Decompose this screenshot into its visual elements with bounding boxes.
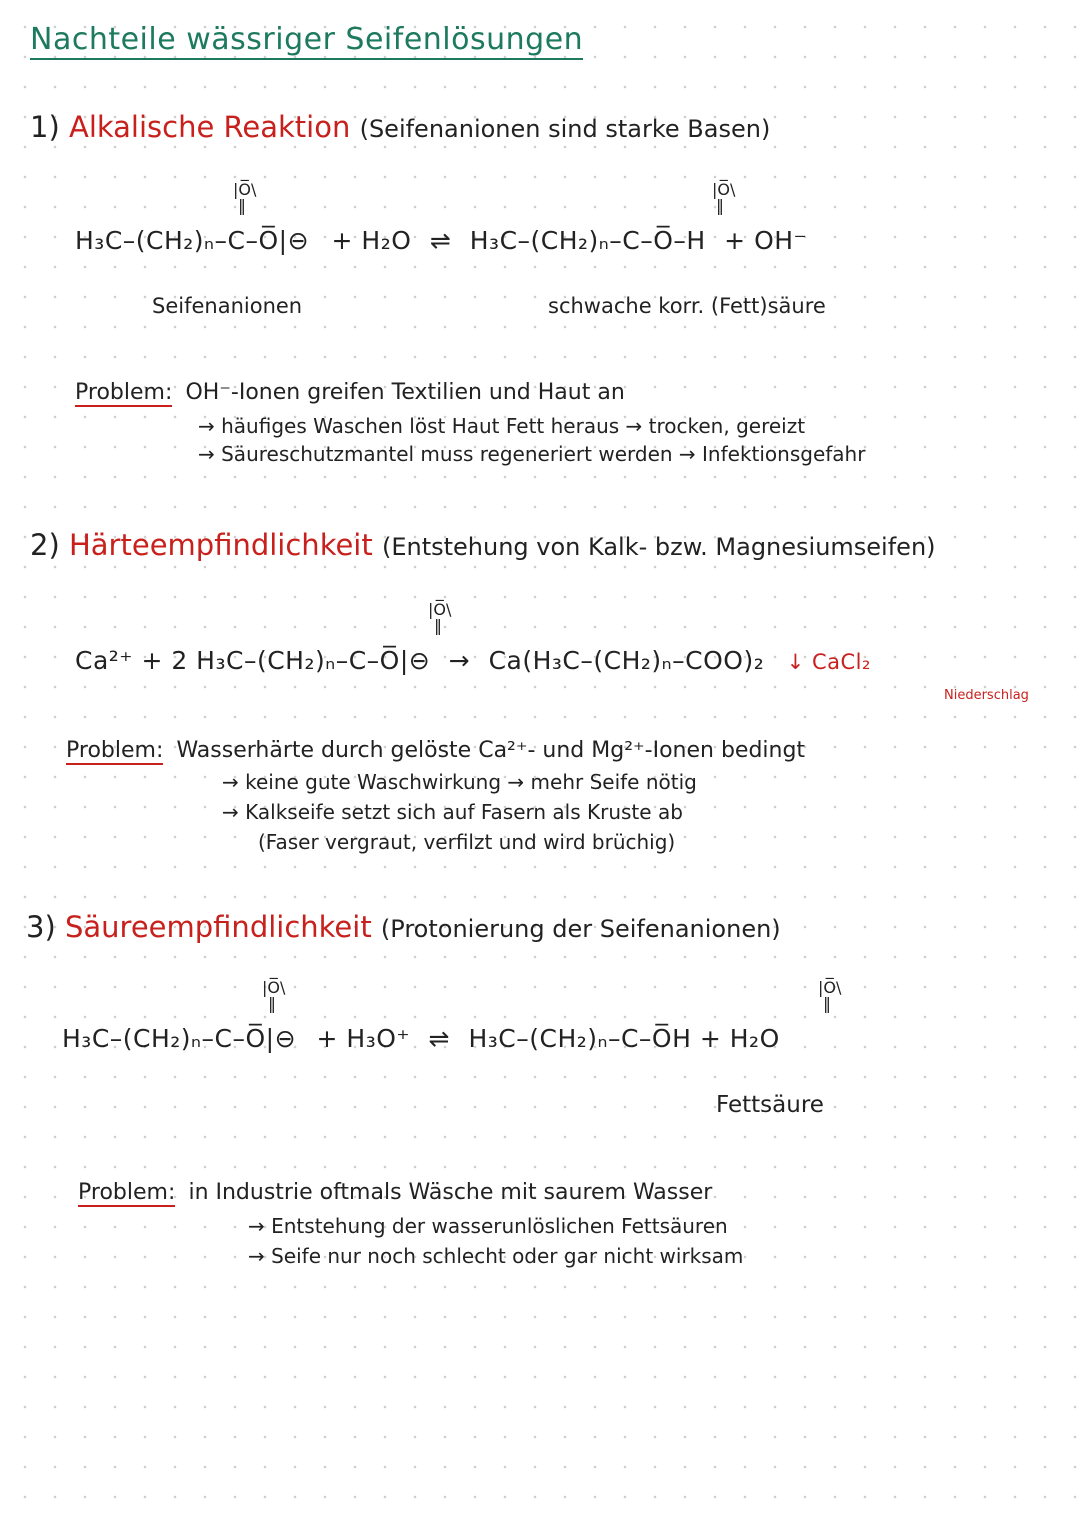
eq1-label-left: Seifenanionen — [152, 294, 303, 318]
eq1-soap-anion: H₃C–(CH₂)ₙ–C–O̅|⊖ — [75, 226, 310, 255]
eq1-label-right: schwache korr. (Fett)säure — [548, 294, 826, 318]
section-2-bullet-3: (Faser vergraut, verfilzt und wird brüchig) — [258, 830, 676, 854]
section-1-heading — [30, 110, 770, 144]
section-3-problem-text: in Industrie oftmals Wäsche mit saurem Wasser — [188, 1180, 713, 1205]
section-1-equation — [75, 226, 807, 255]
page-title: Nachteile wässriger Seifenlösungen — [30, 22, 583, 60]
eq3-label-right: Fettsäure — [716, 1092, 824, 1118]
section-1-title: Alkalische Reaktion — [68, 110, 351, 144]
section-1-double-bond-left: ‖ — [238, 196, 246, 215]
eq1-hydroxide: OH⁻ — [754, 226, 808, 255]
section-2-problem — [66, 738, 805, 763]
eq3-plus: + — [316, 1024, 338, 1053]
eq1-plus: + — [331, 226, 353, 255]
eq2-calcium-soap: Ca(H₃C–(CH₂)ₙ–COO)₂ — [488, 646, 765, 675]
section-3-problem — [78, 1180, 712, 1205]
section-1-problem-label: Problem: — [75, 380, 173, 405]
section-2-equation — [75, 646, 871, 675]
eq1-water: H₂O — [361, 226, 412, 255]
eq1-equilibrium-arrow: ⇌ — [429, 226, 452, 255]
section-1-double-bond-right: ‖ — [716, 196, 724, 215]
section-3-bullet-1: → Entstehung der wasserunlöslichen Fettsäuren — [248, 1214, 728, 1238]
section-3-lone-pair-left: |O̅\ — [262, 978, 286, 997]
section-2-bullet-2: → Kalkseife setzt sich auf Fasern als Kruste ab — [222, 800, 683, 824]
section-3-title: Säureempfindlichkeit — [64, 910, 372, 944]
eq2-precipitate-label: Niederschlag — [944, 688, 1029, 703]
section-3-heading — [26, 910, 781, 944]
eq2-precipitate: ↓ CaCl₂ — [786, 650, 871, 674]
section-3-double-bond-right: ‖ — [823, 994, 831, 1013]
section-1-number: 1) — [30, 110, 60, 144]
section-2-note: (Entstehung von Kalk- bzw. Magnesiumseifen) — [381, 533, 936, 561]
section-1-problem-text: OH⁻-Ionen greifen Textilien und Haut an — [185, 380, 625, 405]
section-1-lone-pair-left: |O̅\ — [233, 180, 257, 199]
section-2-lone-pair: |O̅\ — [428, 600, 452, 619]
eq1-fatty-acid: H₃C–(CH₂)ₙ–C–O̅–H — [469, 226, 706, 255]
section-2-problem-label: Problem: — [66, 738, 164, 763]
section-2-heading — [30, 528, 936, 562]
eq3-soap-anion: H₃C–(CH₂)ₙ–C–O̅|⊖ — [62, 1024, 297, 1053]
section-3-double-bond-left: ‖ — [268, 994, 276, 1013]
eq2-reactants: Ca²⁺ + 2 H₃C–(CH₂)ₙ–C–O̅|⊖ — [75, 646, 431, 675]
section-1-bullet-1: → häufiges Waschen löst Haut Fett heraus → trocken, gereizt — [198, 414, 806, 438]
section-3-number: 3) — [26, 910, 56, 944]
section-3-lone-pair-right: |O̅\ — [818, 978, 842, 997]
section-1-note: (Seifenanionen sind starke Basen) — [359, 115, 771, 143]
eq3-hydronium: H₃O⁺ — [346, 1024, 411, 1053]
section-2-number: 2) — [30, 528, 60, 562]
section-2-double-bond: ‖ — [434, 616, 442, 635]
section-3-bullet-2: → Seife nur noch schlecht oder gar nicht wirksam — [248, 1244, 744, 1268]
eq1-plus-2: + — [724, 226, 746, 255]
section-3-problem-label: Problem: — [78, 1180, 176, 1205]
section-1-bullet-2: → Säureschutzmantel muss regeneriert werden → Infektionsgefahr — [198, 442, 866, 466]
section-3-note: (Protonierung der Seifenanionen) — [380, 915, 781, 943]
eq2-arrow: → — [448, 646, 471, 675]
eq3-equilibrium-arrow: ⇌ — [428, 1024, 450, 1053]
eq3-products: H₃C–(CH₂)ₙ–C–O̅H + H₂O — [468, 1024, 780, 1053]
section-2-problem-text: Wasserhärte durch gelöste Ca²⁺- und Mg²⁺-Ionen bedingt — [176, 738, 806, 763]
section-3-equation — [62, 1024, 780, 1053]
section-1-lone-pair-right: |O̅\ — [712, 180, 736, 199]
section-2-title: Härteempfindlichkeit — [68, 528, 373, 562]
section-1-problem — [75, 380, 625, 405]
section-2-bullet-1: → keine gute Waschwirkung → mehr Seife nötig — [222, 770, 697, 794]
